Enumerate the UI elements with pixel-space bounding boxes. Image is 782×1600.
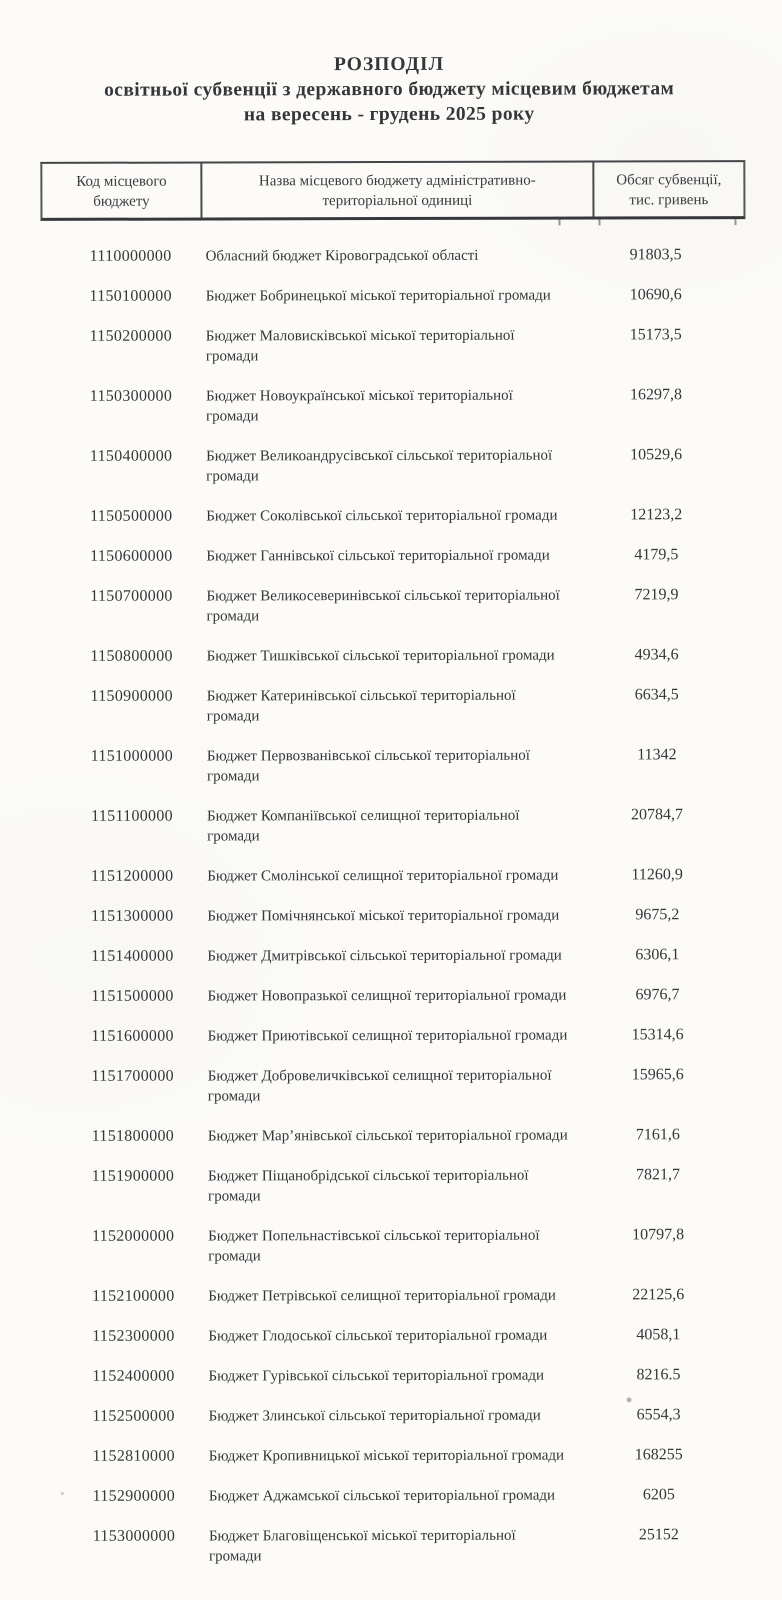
table-row: [42, 945, 747, 967]
subvention-amount: 6634,5: [634, 686, 679, 704]
scan-line-stub: [598, 219, 600, 225]
table-row: [44, 1485, 749, 1507]
table-row: [42, 645, 747, 667]
budget-name: Бюджет Первозванівської сільської територіальної громади: [206, 747, 530, 785]
budget-code: 1152400000: [92, 1367, 175, 1385]
table-row: [42, 865, 747, 887]
budget-code: 1151600000: [91, 1027, 174, 1045]
budget-name: Бюджет Злинської сільської територіальної громади: [208, 1407, 541, 1425]
budget-code: 1151800000: [91, 1127, 175, 1145]
budget-name: Бюджет Благовіщенської міської територіальної громади: [208, 1527, 516, 1565]
budget-code: 1151900000: [91, 1167, 175, 1185]
budget-code: 1151200000: [90, 867, 174, 885]
table-row: [42, 905, 747, 927]
subvention-amount: 6306,1: [635, 946, 680, 964]
table-row: [43, 1225, 748, 1267]
subvention-amount: 16297,8: [629, 386, 682, 404]
budget-code: 1151700000: [91, 1067, 174, 1085]
header-cell-amount: Обсяг субвенції, тис. гривень: [616, 172, 722, 209]
table-row: [41, 445, 746, 487]
budget-name: Бюджет Ганнівської сільської територіальної громади: [206, 547, 550, 565]
budget-table-header: [40, 160, 745, 221]
subvention-amount: 15173,5: [629, 326, 682, 344]
budget-name: Бюджет Соколівської сільської територіальної громади: [206, 507, 558, 525]
scan-line-stub: [558, 220, 560, 226]
table-row: [42, 805, 747, 847]
table-row: [43, 1165, 748, 1207]
subvention-amount: 6554,3: [636, 1406, 681, 1424]
subvention-amount: 25152: [638, 1526, 679, 1544]
table-row: [43, 1025, 748, 1047]
budget-name: Бюджет Піщанобрідської сільської територіальної громади: [207, 1167, 529, 1205]
budget-name: Бюджет Кропивницької міської територіальної громади: [208, 1447, 565, 1465]
subvention-amount: 7219,9: [634, 586, 679, 604]
subvention-amount: 8216.5: [636, 1366, 681, 1384]
budget-name: Бюджет Приютівської селищної територіальної громади: [207, 1027, 568, 1045]
table-row: [42, 685, 747, 727]
budget-name: Бюджет Мар’янівської сільської територіальної громади: [207, 1127, 568, 1145]
subvention-amount: 4058,1: [636, 1326, 681, 1344]
header-cell-code: Код місцевого бюджету: [42, 163, 202, 217]
budget-code: 1150200000: [89, 327, 173, 345]
budget-name: Бюджет Аджамської сільської територіальної громади: [208, 1487, 556, 1505]
table-row: [44, 1525, 749, 1567]
subvention-amount: 15314,6: [631, 1026, 684, 1044]
budget-name: Бюджет Смолінської селищної територіальної громади: [207, 867, 559, 885]
table-row: [41, 245, 746, 267]
table-row: [41, 505, 746, 527]
title-line-3: на вересень - грудень 2025 року: [243, 103, 535, 126]
table-row: [44, 1445, 749, 1467]
subvention-amount: 7161,6: [635, 1126, 680, 1144]
table-row: [42, 985, 747, 1007]
subvention-amount: 11260,9: [631, 866, 683, 884]
subvention-amount: 91803,5: [629, 246, 682, 264]
table-row: [41, 585, 746, 627]
title-line-2: освітньої субвенції з державного бюджету місцевим бюджетам: [104, 78, 675, 101]
budget-code: 1152500000: [92, 1407, 175, 1425]
subvention-amount: 10797,8: [632, 1226, 685, 1244]
budget-name: Бюджет Компаніївської селищної територіальної громади: [207, 807, 520, 845]
subvention-amount: 4179,5: [634, 546, 679, 564]
title-line-1: РОЗПОДІЛ: [333, 53, 445, 76]
budget-name: Бюджет Новоукраїнської міської територіальної громади: [205, 387, 513, 425]
budget-code: 1152300000: [92, 1327, 175, 1345]
subvention-amount: 6205: [642, 1486, 675, 1504]
budget-name: Бюджет Гурівської сільської територіальної громади: [208, 1367, 545, 1385]
subvention-amount: 10529,6: [630, 446, 683, 464]
budget-code: 1153000000: [92, 1527, 176, 1545]
document-title: [0, 51, 780, 128]
subvention-amount: 10690,6: [629, 286, 682, 304]
budget-code: 1150300000: [89, 387, 173, 405]
budget-code: 1150100000: [89, 287, 172, 305]
table-row: [42, 745, 747, 787]
budget-name: Обласний бюджет Кіровоградської області: [205, 247, 479, 265]
table-row: [41, 545, 746, 567]
subvention-amount: 22125,6: [632, 1286, 685, 1304]
budget-code: 1150900000: [90, 687, 173, 705]
budget-name: Бюджет Петрівської селищної територіальної громади: [208, 1287, 556, 1305]
budget-code: 1150400000: [89, 447, 173, 465]
table-row: [44, 1405, 749, 1427]
budget-name: Бюджет Бобринецької міської територіальної громади: [205, 287, 551, 305]
subvention-amount: 12123,2: [630, 506, 683, 524]
budget-code: 1151500000: [91, 987, 174, 1005]
budget-name: Бюджет Маловисківської міської територіальної громади: [205, 327, 515, 365]
budget-name: Бюджет Новопразької селищної територіальної громади: [207, 987, 567, 1005]
budget-name: Бюджет Дмитрівської сільської територіальної громади: [207, 947, 562, 965]
table-row: [41, 325, 746, 367]
budget-code: 1151100000: [91, 807, 173, 825]
subvention-amount: 15965,6: [631, 1066, 684, 1084]
budget-code: 1152100000: [92, 1287, 175, 1305]
scan-line-stub: [734, 219, 736, 225]
table-row: [43, 1065, 748, 1107]
budget-name: Бюджет Великосеверинівської сільської територіальної громади: [206, 587, 560, 625]
scan-artifact: [627, 1397, 632, 1402]
budget-code: 1151000000: [90, 747, 174, 765]
budget-code: 1150700000: [90, 587, 173, 605]
subvention-amount: 20784,7: [631, 806, 684, 824]
budget-code: 1151400000: [91, 947, 174, 965]
budget-code: 1110000000: [89, 247, 172, 265]
budget-name: Бюджет Тишківської сільської територіальної громади: [206, 647, 555, 665]
subvention-amount: 168255: [634, 1446, 683, 1464]
budget-code: 1150800000: [90, 647, 173, 665]
subvention-amount: 6976,7: [635, 986, 680, 1004]
budget-code: 1152000000: [91, 1227, 175, 1245]
budget-name: Бюджет Помічнянської міської територіальної громади: [207, 907, 560, 925]
subvention-amount: 7821,7: [635, 1166, 681, 1184]
table-row: [41, 385, 746, 427]
budget-name: Бюджет Добровеличківської селищної територіальної громади: [207, 1067, 552, 1105]
budget-code: 1151300000: [91, 907, 174, 925]
subvention-amount: 11342: [637, 746, 677, 764]
subvention-amount: 4934,6: [634, 646, 679, 664]
budget-name: Бюджет Глодоської сільської територіальної громади: [208, 1327, 548, 1345]
subvention-amount: 9675,2: [635, 906, 680, 924]
budget-name: Бюджет Катеринівської сільської територіальної громади: [206, 687, 516, 725]
budget-code: 1150600000: [90, 547, 173, 565]
header-cell-name: Назва місцевого бюджету адміністративно- територіальної одиниці: [202, 162, 594, 217]
table-row: [43, 1325, 748, 1347]
scan-artifact: [61, 1492, 64, 1495]
budget-name: Бюджет Попельнастівської сільської територіальної громади: [208, 1227, 540, 1265]
table-rows: [41, 245, 750, 1587]
table-row: [43, 1125, 748, 1147]
budget-code: 1152900000: [92, 1487, 176, 1505]
budget-name: Бюджет Великоандрусівської сільської територіальної громади: [206, 447, 553, 485]
budget-code: 1152810000: [92, 1447, 175, 1465]
budget-code: 1150500000: [90, 507, 173, 525]
table-row: [43, 1285, 748, 1307]
table-row: [41, 285, 746, 307]
table-row: [43, 1365, 748, 1387]
